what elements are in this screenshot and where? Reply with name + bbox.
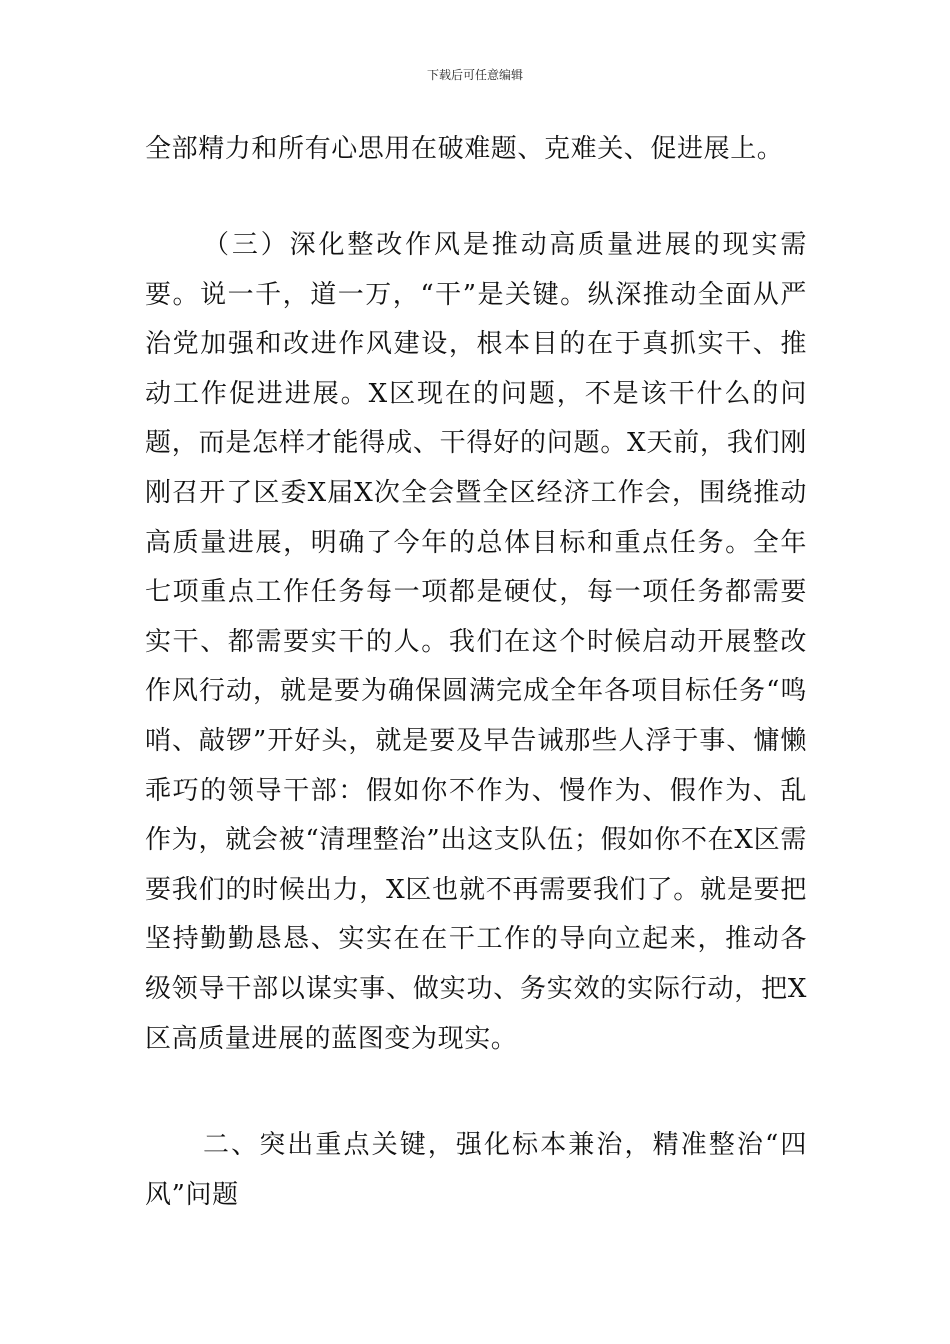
paragraph-section-three: （三）深化整改作风是推动高质量进展的现实需要。说一千，道一万，“干”是关键。纵深推动全面从严治党加强和改进作风建设，根本目的在于真抓实干、推动工作促进进展。X区现在的问题，不是该干什么的问题，而是怎样才能得成、干得好的问题。X天前，我们刚刚召开了区委X届X次全会暨全区经济工作会，围绕推动高质量进展，明确了今年的总体目标和重点任务。全年七项重点工作任务每一项都是硬仗，每一项任务都需要实干、都需要实干的人。我们在这个时候启动开展整改作风行动，就是要为确保圆满完成全年各项目标任务“鸣哨、敲锣”开好头，就是要及早告诫那些人浮于事、慵懒乖巧的领导干部：假如你不作为、慢作为、假作为、乱作为，就会被“清理整治”出这支队伍；假如你不在X区需要我们的时候出力，X区也就不再需要我们了。就是要把坚持勤勤恳恳、实实在在干工作的导向立起来，推动各级领导干部以谋实事、做实功、务实效的实际行动，把X区高质量进展的蓝图变为现实。 bbox=[145, 230, 807, 1054]
paragraph-continuation: 全部精力和所有心思用在破难题、克难关、促进展上。 bbox=[145, 134, 784, 164]
section-heading-two: 二、突出重点关键，强化标本兼治，精准整治“四风”问题 bbox=[145, 1130, 807, 1210]
page-header-note: 下载后可任意编辑 bbox=[426, 68, 523, 82]
